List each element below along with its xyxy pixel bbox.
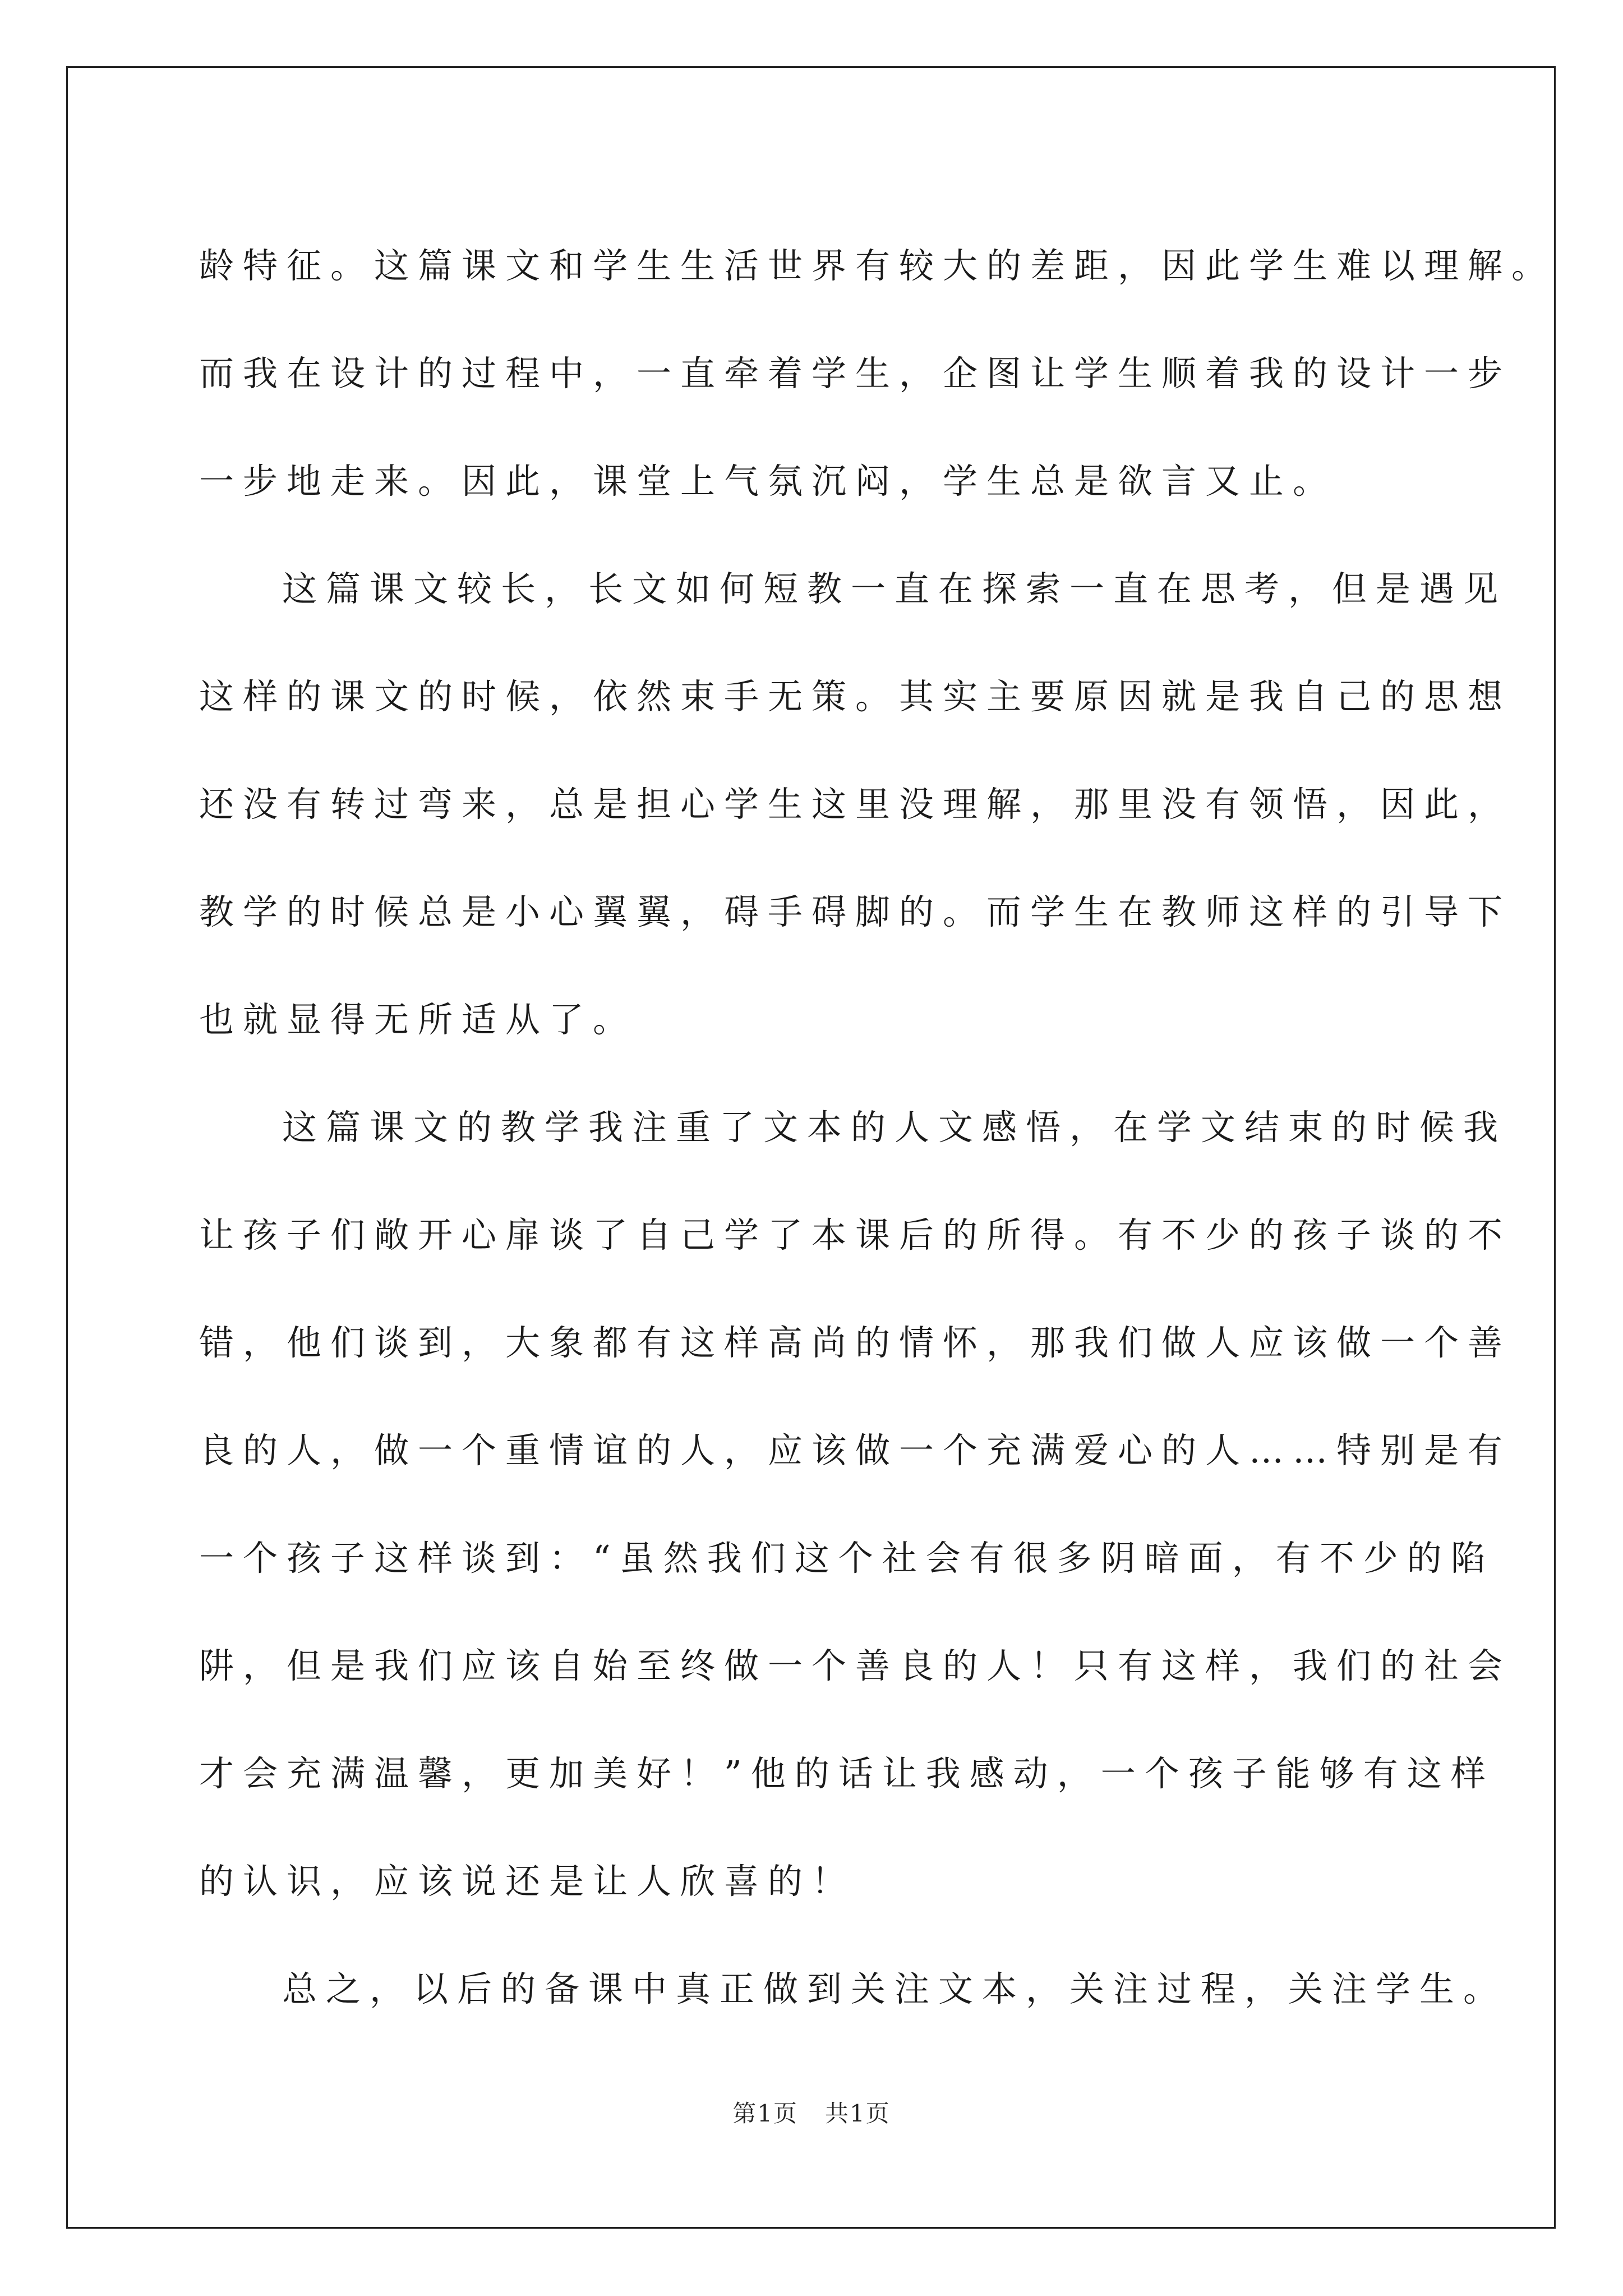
text-line: 才会充满温馨，更加美好！”他的话让我感动，一个孩子能够有这样 [199, 1753, 1495, 1794]
text-line: 而我在设计的过程中，一直牵着学生，企图让学生顺着我的设计一步 [199, 353, 1512, 394]
text-line: 阱，但是我们应该自始至终做一个善良的人！只有这样，我们的社会 [199, 1645, 1512, 1686]
paragraph-4 [199, 1935, 1507, 2043]
text-line: 这篇课文较长，长文如何短教一直在探索一直在思考，但是遇见 [282, 568, 1507, 609]
text-line: 错，他们谈到，大象都有这样高尚的情怀，那我们做人应该做一个善 [199, 1322, 1512, 1363]
text-line: 龄特征。这篇课文和学生生活世界有较大的差距，因此学生难以理解。 [199, 245, 1556, 286]
text-line: 良的人，做一个重情谊的人，应该做一个充满爱心的人……特别是有 [199, 1430, 1512, 1471]
paragraph-2 [199, 535, 1512, 1074]
paragraph-3 [199, 1074, 1512, 1935]
text-line: 的认识，应该说还是让人欣喜的！ [199, 1861, 856, 1902]
page-total: 共1页 [825, 2100, 891, 2127]
text-line: 一个孩子这样谈到：“虽然我们这个社会有很多阴暗面，有不少的陷 [199, 1538, 1495, 1579]
text-line: 教学的时候总是小心翼翼，碍手碍脚的。而学生在教师这样的引导下 [199, 891, 1512, 932]
text-line: 这篇课文的教学我注重了文本的人文感悟，在学文结束的时候我 [282, 1107, 1507, 1148]
text-line: 这样的课文的时候，依然束手无策。其实主要原因就是我自己的思想 [199, 676, 1512, 717]
document-body [199, 212, 1556, 2043]
page-number: 第1页 [732, 2100, 798, 2127]
text-line: 让孩子们敞开心扉谈了自己学了本课后的所得。有不少的孩子谈的不 [199, 1214, 1512, 1255]
paragraph-1 [199, 212, 1556, 535]
text-line: 一步地走来。因此，课堂上气氛沉闷，学生总是欲言又止。 [199, 461, 1337, 501]
page-footer [0, 2097, 1623, 2131]
text-line: 总之，以后的备课中真正做到关注文本，关注过程，关注学生。 [282, 1968, 1507, 2009]
text-line: 还没有转过弯来，总是担心学生这里没理解，那里没有领悟，因此， [199, 784, 1512, 825]
text-line: 也就显得无所适从了。 [199, 999, 637, 1040]
